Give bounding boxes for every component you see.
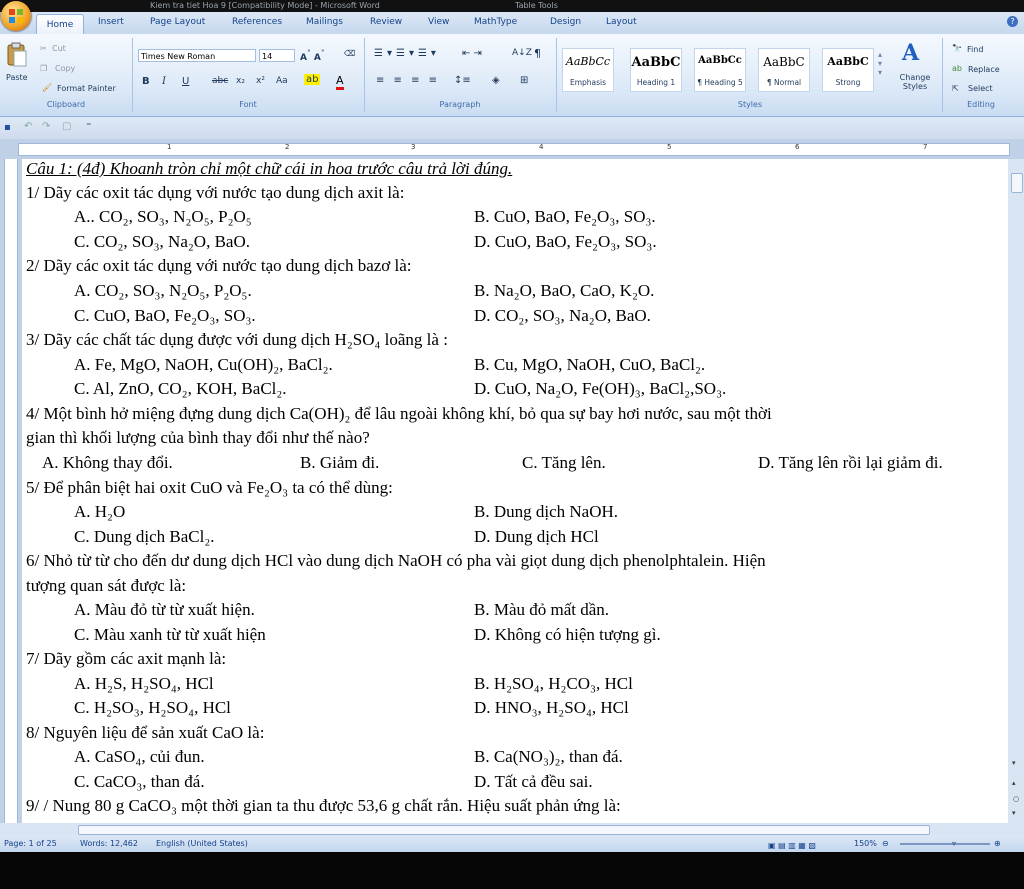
style-strong[interactable]	[822, 48, 874, 92]
option-b: B. Cu, MgO, NaOH, CuO, BaCl₂.	[474, 355, 706, 374]
question-7: 7/ Dãy gồm các axit mạnh là:	[26, 649, 227, 668]
option-c: C. CuO, BaO, Fe₂O₃, SO₃.	[74, 306, 256, 325]
change-case-icon[interactable]: Aa	[276, 76, 288, 86]
clipboard-group-label: Clipboard	[46, 100, 86, 109]
line-spacing-icon[interactable]: ↕≡	[454, 75, 471, 86]
paste-button[interactable]: Paste	[6, 73, 28, 82]
horizontal-ruler[interactable]	[0, 139, 1024, 159]
option-b: B. Màu đỏ mất dần.	[474, 600, 610, 619]
question-8: 8/ Nguyên liệu để sản xuất CaO là:	[26, 723, 265, 742]
option-c: C. Tăng lên.	[522, 453, 606, 472]
font-name-box[interactable]: Times New Roman	[138, 49, 256, 62]
question-9: 9/ / Nung 80 g CaCO₃ một thời gian ta thu được 53,6 g chất rắn. Hiệu suất phản ứng là:	[26, 796, 621, 815]
option-a: A. H₂O	[74, 502, 126, 521]
option-b: B. CuO, BaO, Fe₂O₃, SO₃.	[474, 207, 656, 226]
cut-button[interactable]: Cut	[52, 44, 66, 53]
borders-icon[interactable]: ⊞	[520, 75, 529, 86]
option-d: D. Tất cả đều sai.	[474, 772, 593, 791]
horizontal-scrollbar[interactable]	[0, 823, 1024, 836]
redo-icon[interactable]: ↷	[42, 121, 51, 132]
office-logo-icon	[9, 9, 23, 23]
option-c: C. H₂SO₃, H₂SO₄, HCl	[74, 698, 231, 717]
next-page-icon[interactable]: ▾	[1012, 809, 1016, 817]
context-title: Table Tools	[515, 1, 558, 10]
ruler-number: 6	[795, 143, 800, 151]
style-preview: AaBbCc	[565, 55, 611, 68]
clear-format-icon[interactable]: ⌫	[344, 49, 356, 58]
quick-access-toolbar	[0, 117, 1024, 140]
option-b: B. Ca(NO₃)₂, than đá.	[474, 747, 623, 766]
option-b: B. Na₂O, BaO, CaO, K₂O.	[474, 281, 655, 300]
style-heading-5[interactable]	[694, 48, 746, 92]
tab-review[interactable]: Review	[370, 17, 403, 27]
word-count[interactable]: Words: 12,462	[80, 839, 138, 848]
ruler-number: 5	[667, 143, 672, 151]
zoom-level[interactable]: 150%	[854, 839, 877, 848]
style-name: Emphasis	[569, 78, 607, 87]
bold-icon[interactable]: B	[142, 76, 150, 87]
ruler-number: 4	[539, 143, 544, 151]
style-name: ¶ Normal	[766, 78, 802, 87]
style-name: Heading 1	[636, 78, 676, 87]
format-painter-icon[interactable]: 🖌	[42, 83, 53, 92]
highlight-icon[interactable]: ab	[306, 74, 319, 85]
option-c: C. Màu xanh từ từ xuất hiện	[74, 625, 266, 644]
subscript-icon[interactable]: x₂	[236, 76, 245, 86]
tab-mailings[interactable]: Mailings	[306, 17, 343, 27]
question-5: 5/ Để phân biệt hai oxit CuO và Fe₂O₃ ta có thể dùng:	[26, 478, 393, 497]
option-c: C. CaCO₃, than đá.	[74, 772, 205, 791]
option-a: A. Fe, MgO, NaOH, Cu(OH)₂, BaCl₂.	[74, 355, 333, 374]
zoom-out-icon[interactable]: ⊖	[882, 839, 889, 848]
view-buttons-icon[interactable]: ▣ ▤ ▥ ▦ ▧	[768, 841, 816, 850]
option-d: D. Không có hiện tượng gì.	[474, 625, 661, 644]
tab-page-layout[interactable]: Page Layout	[150, 17, 206, 27]
question-6-line-1: 6/ Nhỏ từ từ cho đến dư dung dịch HCl vào dung dịch NaOH có pha vài giọt dung dịch phenolphtalein. Hiện	[26, 551, 766, 570]
tab-layout[interactable]: Layout	[606, 17, 637, 27]
style-emphasis[interactable]	[562, 48, 614, 92]
title-bar	[0, 0, 1024, 12]
option-d: D. CuO, BaO, Fe₂O₃, SO₃.	[474, 232, 657, 251]
replace-button[interactable]: Replace	[968, 65, 1000, 74]
copy-icon[interactable]: ❐	[40, 64, 48, 73]
window-icon[interactable]: ▢	[62, 121, 72, 132]
window-title: Kiem tra tiet Hoa 9 [Compatibility Mode] - Microsoft Word	[150, 1, 380, 10]
select-icon[interactable]: ⇱	[952, 84, 959, 93]
font-size-box[interactable]: 14	[259, 49, 295, 62]
question-6-line-2: tượng quan sát được là:	[26, 576, 187, 595]
find-icon[interactable]: 🔭	[952, 44, 962, 53]
undo-icon[interactable]: ↶	[24, 121, 33, 132]
ruler-number: 7	[923, 143, 928, 151]
ruler-number: 2	[285, 143, 290, 151]
question-4-line-2: gian thì khối lượng của bình thay đổi như thế nào?	[26, 428, 370, 447]
change-styles-button[interactable]: Change Styles	[899, 73, 931, 91]
style-preview: AaBbC	[631, 55, 681, 70]
document-page[interactable]	[22, 159, 1008, 823]
ruler-number: 1	[167, 143, 172, 151]
style-name: ¶ Heading 5	[697, 78, 743, 87]
superscript-icon[interactable]: x²	[256, 76, 265, 86]
qat-customize-icon[interactable]: ⁼	[86, 121, 92, 132]
question-1: 1/ Dãy các oxit tác dụng với nước tạo dung dịch axit là:	[26, 183, 405, 202]
page-count[interactable]: Page: 1 of 25	[4, 839, 57, 848]
replace-icon[interactable]: ab	[952, 64, 962, 73]
style-heading-1[interactable]	[630, 48, 682, 92]
option-b: B. Giảm đi.	[300, 453, 380, 472]
bullets-icon[interactable]: ☰▾☰▾☰▾	[374, 48, 440, 59]
pilcrow-icon[interactable]: ¶	[534, 47, 541, 60]
option-a: A. H₂S, H₂SO₄, HCl	[74, 674, 214, 693]
language-indicator[interactable]: English (United States)	[156, 839, 248, 848]
find-button[interactable]: Find	[967, 45, 984, 54]
style-preview: AaBbCc	[698, 55, 742, 66]
vertical-ruler[interactable]	[0, 159, 22, 823]
italic-icon[interactable]: I	[162, 76, 166, 87]
option-a: A.. CO₂, SO₃, N₂O₅, P₂O₅	[74, 207, 252, 226]
format-painter-button[interactable]: Format Painter	[57, 84, 116, 93]
option-a: A. CO₂, SO₃, N₂O₅, P₂O₅.	[74, 281, 252, 300]
question-3: 3/ Dãy các chất tác dụng được với dung dịch H₂SO₄ loãng là :	[26, 330, 448, 349]
editing-group-label: Editing	[967, 100, 995, 109]
strikethrough-icon[interactable]: abc	[212, 76, 229, 86]
status-bar	[0, 836, 1024, 852]
question-heading: Câu 1: (4đ) Khoanh tròn chỉ một chữ cái in hoa trước câu trả lời đúng.	[26, 159, 513, 178]
screen-bottom	[0, 852, 1024, 889]
font-group-label: Font	[239, 100, 257, 109]
vertical-scrollbar[interactable]	[1008, 159, 1024, 823]
align-icons[interactable]: ≡ ≡ ≡ ≡	[376, 75, 441, 86]
style-preview: AaBbC	[763, 55, 805, 69]
browse-object-icon[interactable]: ○	[1013, 795, 1020, 803]
group-divider	[556, 38, 557, 112]
scroll-thumb[interactable]	[1011, 173, 1023, 193]
option-d: D. Dung dịch HCl	[474, 527, 599, 546]
paste-icon[interactable]	[6, 42, 28, 68]
option-c: C. Dung dịch BaCl₂.	[74, 527, 215, 546]
shading-icon[interactable]: ◈	[492, 75, 500, 86]
ruler-number: 3	[411, 143, 416, 151]
tab-mathtype[interactable]: MathType	[474, 17, 518, 27]
font-color-icon[interactable]: A	[336, 74, 344, 90]
tab-insert[interactable]: Insert	[98, 17, 124, 27]
style-preview: AaBbC	[827, 55, 869, 68]
group-divider	[942, 38, 943, 112]
tab-home[interactable]: Home	[36, 14, 84, 35]
sort-icon[interactable]: A↓Z	[512, 48, 532, 58]
group-divider	[132, 38, 133, 112]
zoom-thumb-icon[interactable]: ▿	[952, 839, 957, 848]
question-2: 2/ Dãy các oxit tác dụng với nước tạo dung dịch bazơ là:	[26, 256, 412, 275]
grow-font-icon[interactable]: A˄ A˅	[300, 49, 325, 63]
option-b: B. H₂SO₄, H₂CO₃, HCl	[474, 674, 633, 693]
select-button[interactable]: Select	[968, 84, 993, 93]
copy-button[interactable]: Copy	[55, 64, 76, 73]
zoom-in-icon[interactable]: ⊕	[994, 839, 1001, 848]
cut-icon[interactable]: ✂	[40, 44, 47, 53]
option-c: C. Al, ZnO, CO₂, KOH, BaCl₂.	[74, 379, 287, 398]
save-icon[interactable]: ▪	[4, 122, 11, 133]
scroll-down-icon[interactable]: ▾	[1012, 759, 1016, 767]
tab-references[interactable]: References	[232, 17, 283, 27]
option-a: A. CaSO₄, củi đun.	[74, 747, 205, 766]
question-4-line-1: 4/ Một bình hở miệng đựng dung dịch Ca(OH)₂ để lâu ngoài không khí, bỏ qua sự bay hơi nước, sau một thời	[26, 404, 772, 423]
style-name: Strong	[835, 78, 861, 87]
option-c: C. CO₂, SO₃, Na₂O, BaO.	[74, 232, 250, 251]
underline-icon[interactable]: U	[182, 76, 190, 87]
option-b: B. Dung dịch NaOH.	[474, 502, 619, 521]
style-normal[interactable]	[758, 48, 810, 92]
office-button[interactable]	[1, 1, 31, 31]
styles-group-label: Styles	[737, 100, 763, 109]
option-d: D. Tăng lên rồi lại giảm đi.	[758, 453, 943, 472]
help-icon[interactable]: ?	[1007, 16, 1018, 27]
prev-page-icon[interactable]: ▴	[1012, 779, 1016, 787]
change-styles-icon[interactable]: A	[902, 40, 920, 66]
option-d: D. CuO, Na₂O, Fe(OH)₃, BaCl₂,SO₃.	[474, 379, 727, 398]
indent-icon[interactable]: ⇤ ⇥	[462, 48, 482, 59]
tab-design[interactable]: Design	[550, 17, 582, 27]
hscroll-thumb[interactable]	[78, 825, 930, 835]
option-d: D. HNO₃, H₂SO₄, HCl	[474, 698, 629, 717]
option-d: D. CO₂, SO₃, Na₂O, BaO.	[474, 306, 651, 325]
option-a: A. Màu đỏ từ từ xuất hiện.	[74, 600, 255, 619]
styles-scroll-icon[interactable]: ▴ ▾ ▾	[878, 50, 883, 77]
zoom-slider[interactable]	[900, 843, 990, 845]
option-a: A. Không thay đổi.	[42, 453, 173, 472]
group-divider	[364, 38, 365, 112]
paragraph-group-label: Paragraph	[439, 100, 481, 109]
tab-view[interactable]: View	[428, 17, 450, 27]
